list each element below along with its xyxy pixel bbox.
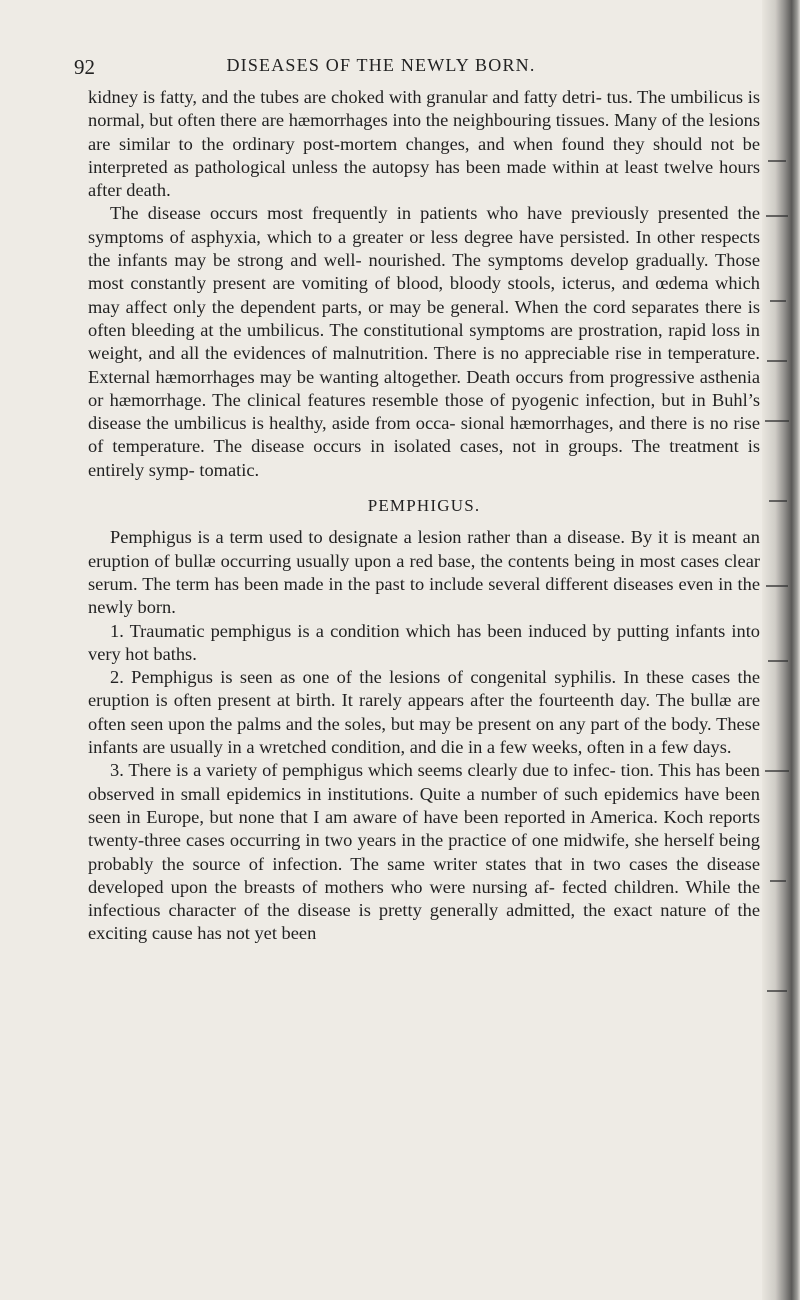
binding-mark [765, 420, 789, 422]
binding-mark [770, 300, 786, 302]
binding-mark [769, 500, 787, 502]
binding-mark [768, 660, 788, 662]
binding-mark [767, 360, 787, 362]
binding-mark [767, 990, 787, 992]
paragraph: 3. There is a variety of pemphigus which seems clearly due to infec- tion. This has been observed in small epidemics in institutions. Quite a number of such epidemics have been seen in Europe, but none that I am aware of have been reported in America. Koch reports twenty-three cases occurring in two years in the practice of one midwife, she herself being probably the source of infection. The same writer states that in two cases the disease developed upon the breasts of mothers who were nursing af- fected children. While the infectious character of the disease is pretty generally admitted, the exact nature of the exciting cause has not yet been [88, 760, 760, 944]
book-binding-edge [762, 0, 800, 1300]
running-title: DISEASES OF THE NEWLY BORN. [226, 55, 536, 75]
page-number: 92 [74, 55, 95, 79]
paragraph: 2. Pemphigus is seen as one of the lesions of congenital syphilis. In these cases the eruption is often present at birth. It rarely appears after the fourteenth day. The bullæ are often seen upon the palms and the soles, but may be present on any part of the body. These infants are usually in a wretched condition, and die in a few weeks, often in a few days. [88, 667, 760, 758]
page-header [74, 55, 758, 81]
binding-mark [770, 880, 786, 882]
binding-mark [765, 770, 789, 772]
paragraph: The disease occurs most frequently in patients who have previously presented the symptoms of asphyxia, which to a greater or less degree have persisted. In other respects the infants may be strong and well- nourished. The symptoms develop gradually. Those most constantly present are vomiting of blood, bloody stools, icterus, and œdema which may affect only the dependent parts, or may be general. When the cord separates there is often bleeding at the umbilicus. The constitutional symptoms are prostration, rapid loss in weight, and all the evidences of malnutrition. There is no appreciable rise in temperature. External hæmorrhages may be wanting altogether. Death occurs from progressive asthenia or hæmorrhage. The clinical features resemble those of pyogenic infection, but in Buhl’s disease the umbilicus is healthy, aside from occa- sional hæmorrhages, and there is no rise of temperature. The disease occurs in isolated cases, not in groups. The treatment is entirely symp- tomatic. [88, 203, 760, 480]
paragraph: kidney is fatty, and the tubes are choked with granular and fatty detri- tus. The umbilicus is normal, but often there are hæmorrhages into the neighbouring tissues. Many of the lesions are similar to the ordinary post-mortem changes, and when found they should not be interpreted as pathological unless the autopsy has been made within at least twelve hours after death. [88, 87, 760, 201]
paragraph: Pemphigus is a term used to designate a lesion rather than a disease. By it is meant an eruption of bullæ occurring usually upon a red base, the contents being in most cases clear serum. The term has been made in the past to include several different diseases even in the newly born. [88, 527, 760, 618]
section-heading: PEMPHIGUS. [367, 496, 481, 516]
binding-mark [766, 585, 788, 587]
binding-mark [768, 160, 786, 162]
binding-mark [766, 215, 788, 217]
body-text [88, 86, 760, 946]
paragraph: 1. Traumatic pemphigus is a condition which has been induced by putting infants into very hot baths. [88, 620, 760, 664]
